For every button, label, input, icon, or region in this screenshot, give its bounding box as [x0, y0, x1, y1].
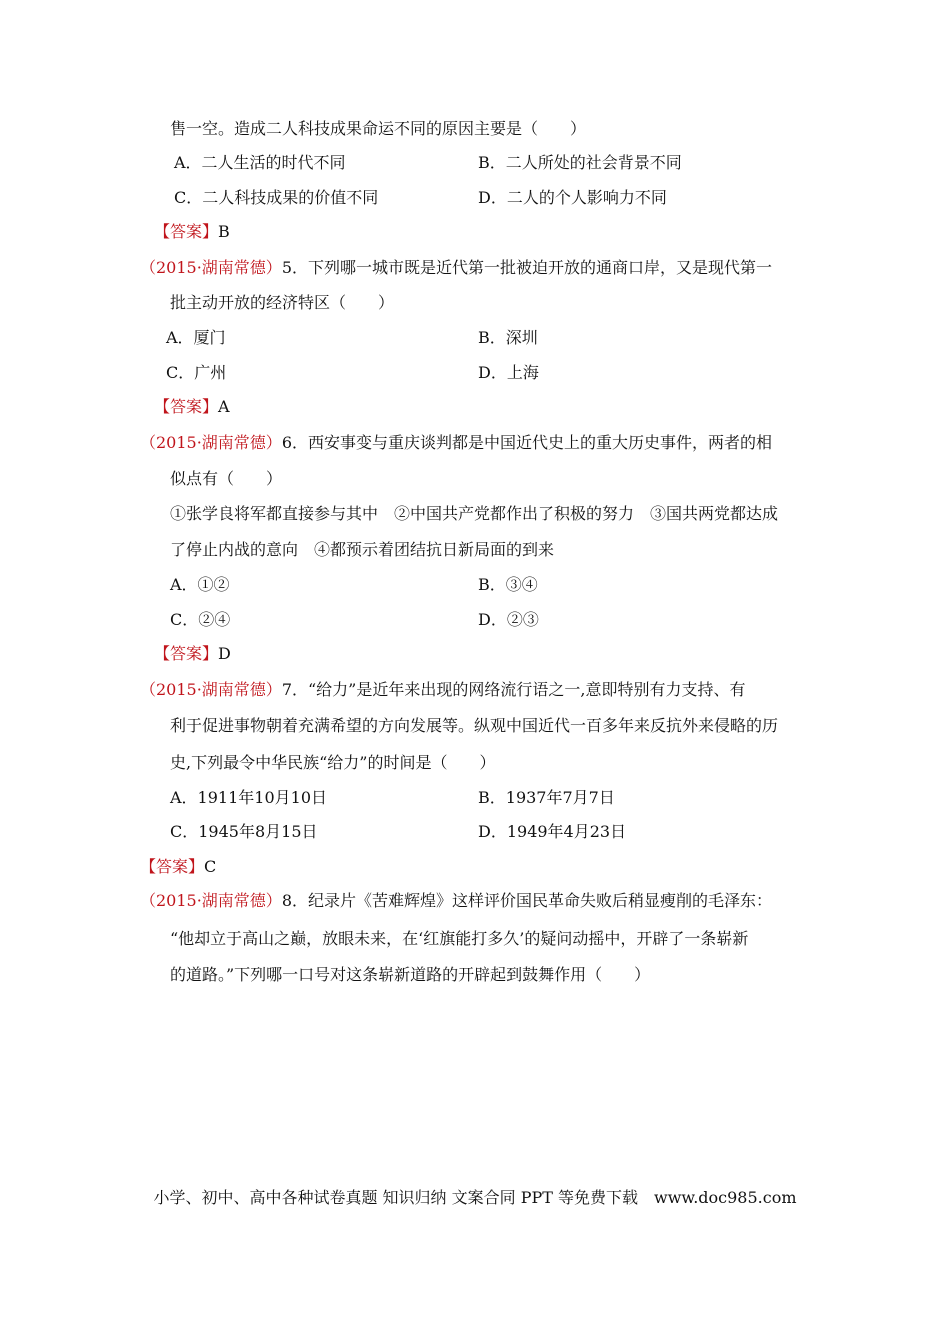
- q7-option-a: A．1911年10月10日: [170, 788, 327, 807]
- q6-option-b: B．③④: [478, 575, 538, 594]
- question-source: （2015·湖南常德）: [140, 258, 282, 277]
- q5-stem-line-2: 批主动开放的经济特区（ ）: [170, 293, 395, 312]
- answer-label: 【答案】: [140, 857, 205, 876]
- page-footer: 小学、初中、高中各种试卷真题 知识归纳 文案合同 PPT 等免费下载 www.doc985.com: [153, 1188, 797, 1207]
- q6-option-a: A．①②: [170, 575, 230, 594]
- q5-option-b: B．深圳: [478, 328, 538, 347]
- q4-stem-line: 售一空。造成二人科技成果命运不同的原因主要是（ ）: [170, 119, 587, 138]
- question-source: （2015·湖南常德）: [140, 433, 282, 452]
- q6-stem-line-1: [140, 433, 772, 453]
- q7-option-d: D．1949年4月23日: [478, 822, 627, 841]
- answer-value: B: [218, 222, 230, 241]
- q5-answer: [154, 397, 230, 417]
- q8-stem-text: 8．纪录片《苦难辉煌》这样评价国民革命失败后稍显瘦削的毛泽东：: [281, 891, 772, 910]
- answer-value: D: [218, 644, 231, 663]
- q6-stem-line-2: 似点有（ ）: [170, 469, 283, 488]
- q6-answer: [154, 644, 231, 664]
- q4-option-b: B．二人所处的社会背景不同: [478, 153, 682, 172]
- q7-option-b: B．1937年7月7日: [478, 788, 615, 807]
- q6-option-d: D．②③: [478, 610, 539, 629]
- q7-stem-line-3: 史,下列最令中华民族“给力”的时间是（ ）: [170, 753, 496, 772]
- q7-stem-text: 7．“给力”是近年来出现的网络流行语之一,意即特别有力支持、有: [281, 680, 746, 699]
- q7-stem-line-1: [140, 680, 745, 700]
- q4-answer: [154, 222, 230, 242]
- q6-stem-text: 6．西安事变与重庆谈判都是中国近代史上的重大历史事件，两者的相: [281, 433, 772, 452]
- q7-option-c: C．1945年8月15日: [170, 822, 318, 841]
- question-source: （2015·湖南常德）: [140, 680, 282, 699]
- answer-label: 【答案】: [154, 397, 219, 416]
- q7-stem-line-2: 利于促进事物朝着充满希望的方向发展等。纵观中国近代一百多年来反抗外来侵略的历: [170, 716, 779, 735]
- q4-option-c: C．二人科技成果的价值不同: [174, 188, 379, 207]
- q5-stem-line-1: [140, 258, 772, 278]
- answer-label: 【答案】: [154, 222, 219, 241]
- q8-stem-line-3: 的道路。”下列哪一口号对这条崭新道路的开辟起到鼓舞作用（ ）: [170, 965, 651, 984]
- question-source: （2015·湖南常德）: [140, 891, 282, 910]
- q7-answer: [140, 857, 216, 877]
- q4-option-a: A．二人生活的时代不同: [174, 153, 346, 172]
- q8-stem-line-2: “他却立于高山之巅，放眼未来，在‘红旗能打多久’的疑问动摇中，开辟了一条崭新: [170, 929, 749, 948]
- answer-label: 【答案】: [154, 644, 219, 663]
- q6-stem-line-4: 了停止内战的意向 ④都预示着团结抗日新局面的到来: [170, 540, 555, 559]
- q5-stem-text: 5．下列哪一城市既是近代第一批被迫开放的通商口岸，又是现代第一: [281, 258, 772, 277]
- answer-value: A: [218, 397, 230, 416]
- q8-stem-line-1: [140, 891, 772, 911]
- q6-option-c: C．②④: [170, 610, 231, 629]
- q6-stem-line-3: ①张学良将军都直接参与其中 ②中国共产党都作出了积极的努力 ③国共两党都达成: [170, 504, 779, 523]
- q4-option-d: D．二人的个人影响力不同: [478, 188, 667, 207]
- q5-option-d: D．上海: [478, 363, 539, 382]
- answer-value: C: [204, 857, 217, 876]
- q5-option-a: A．厦门: [166, 328, 226, 347]
- q5-option-c: C．广州: [166, 363, 227, 382]
